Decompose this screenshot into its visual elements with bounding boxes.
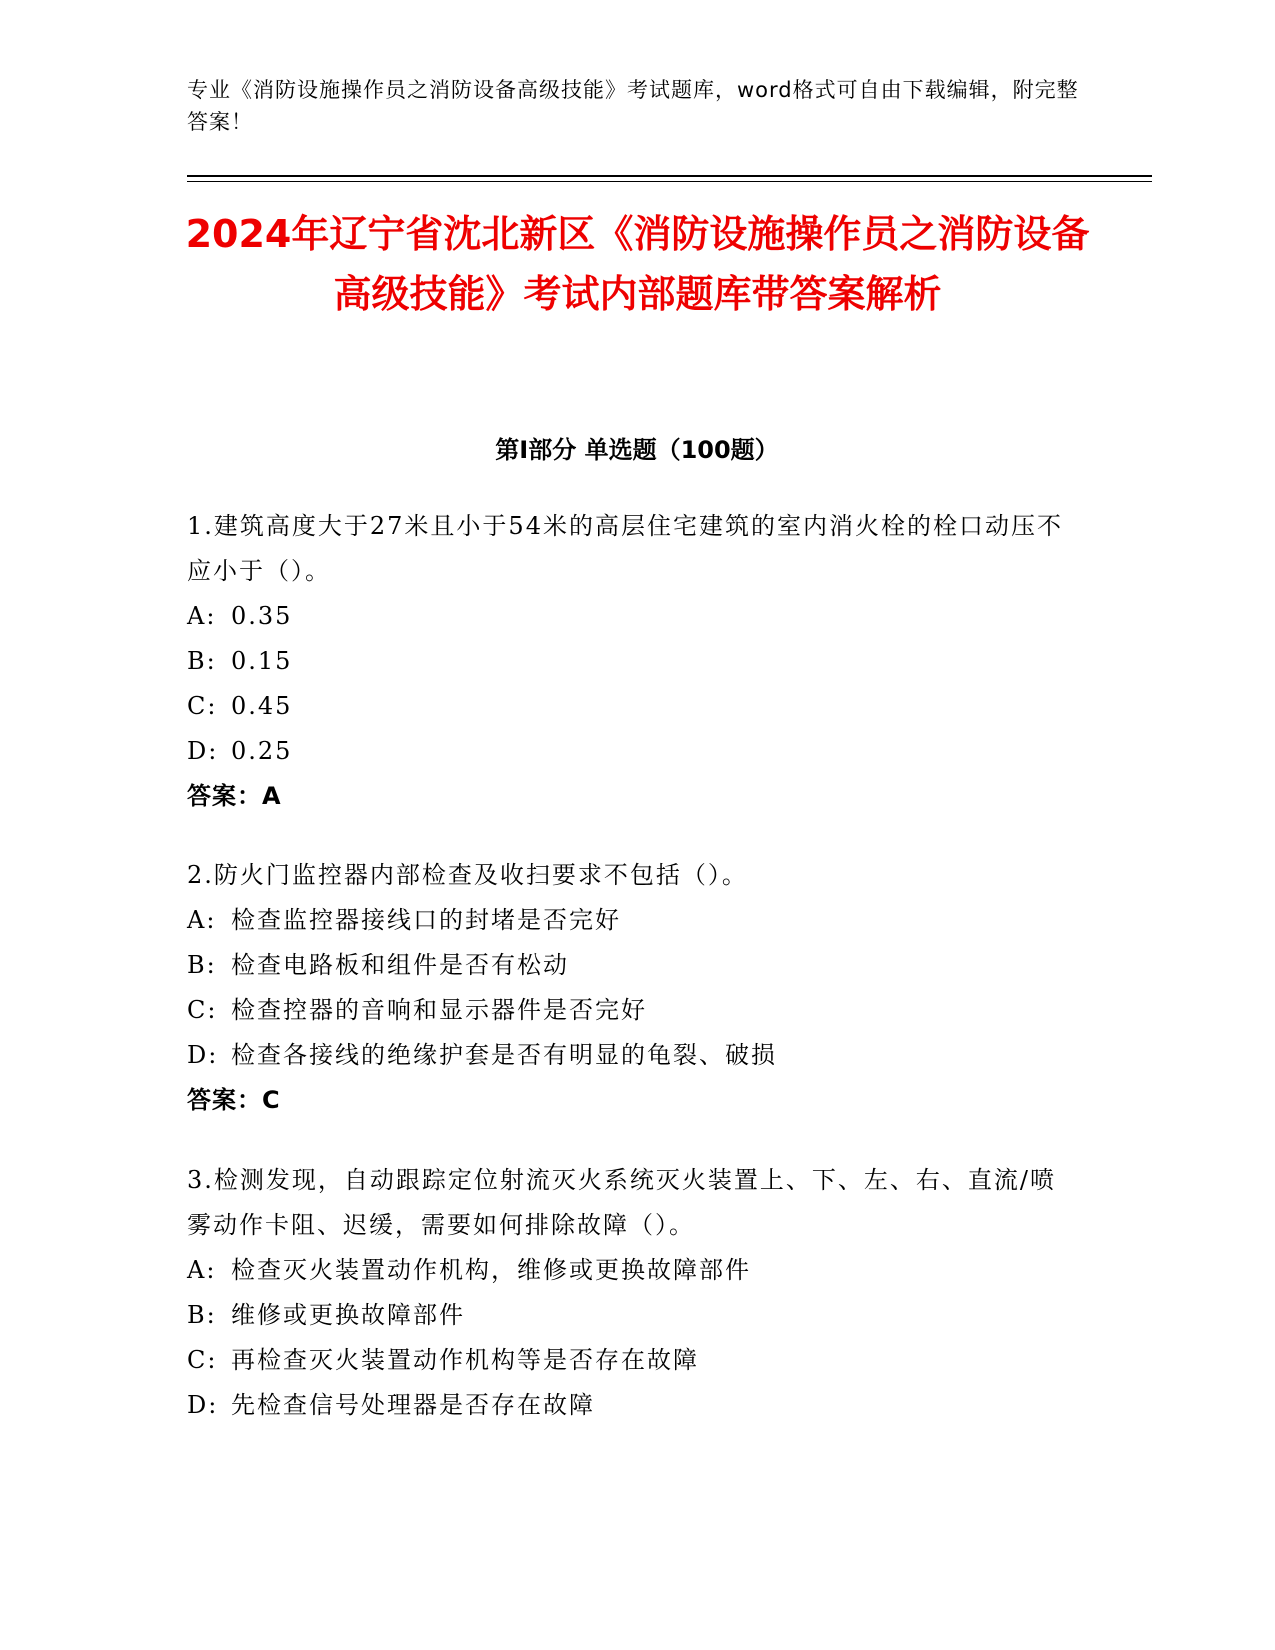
option-d bbox=[187, 1383, 1067, 1428]
question-stem: 1.建筑高度大于27米且小于54米的高层住宅建筑的室内消火栓的栓口动压不应小于（）。 bbox=[187, 512, 1063, 585]
option-c bbox=[187, 1338, 1067, 1383]
answer-value: A bbox=[262, 782, 282, 810]
option-text: 检查监控器接线口的封堵是否完好 bbox=[231, 906, 621, 934]
question-3 bbox=[187, 1158, 1067, 1428]
option-label: C: bbox=[187, 692, 218, 720]
header-rule-thin bbox=[187, 181, 1152, 182]
option-label: B: bbox=[187, 1301, 217, 1329]
option-text: 检查各接线的绝缘护套是否有明显的龟裂、破损 bbox=[231, 1041, 777, 1069]
option-text: 0.35 bbox=[231, 602, 293, 630]
header-note: 专业《消防设施操作员之消防设备高级技能》考试题库，word格式可自由下载编辑，附完整答案！ bbox=[187, 78, 1079, 134]
option-text: 检查电路板和组件是否有松动 bbox=[231, 951, 569, 979]
option-label: B: bbox=[187, 951, 217, 979]
section-title: 第I部分 单选题（100题） bbox=[495, 436, 779, 464]
option-d bbox=[187, 729, 1067, 774]
option-a bbox=[187, 898, 1067, 943]
question-stem: 2.防火门监控器内部检查及收扫要求不包括（）。 bbox=[187, 861, 748, 889]
question-stem: 3.检测发现，自动跟踪定位射流灭火系统灭火装置上、下、左、右、直流/喷雾动作卡阻、迟缓，需要如何排除故障（）。 bbox=[187, 1166, 1056, 1239]
option-text: 维修或更换故障部件 bbox=[231, 1301, 465, 1329]
option-label: A: bbox=[187, 1256, 217, 1284]
option-text: 检查控器的音响和显示器件是否完好 bbox=[231, 996, 647, 1024]
option-d bbox=[187, 1033, 1067, 1078]
answer-prefix: 答案： bbox=[187, 782, 262, 810]
option-c bbox=[187, 684, 1067, 729]
option-label: D: bbox=[187, 1041, 219, 1069]
option-a bbox=[187, 1248, 1067, 1293]
option-text: 0.25 bbox=[231, 737, 293, 765]
option-label: A: bbox=[187, 602, 217, 630]
document-title: 2024年辽宁省沈北新区《消防设施操作员之消防设备高级技能》考试内部题库带答案解析 bbox=[185, 212, 1090, 316]
option-text: 先检查信号处理器是否存在故障 bbox=[231, 1391, 595, 1419]
answer-line bbox=[187, 774, 1067, 819]
option-label: D: bbox=[187, 1391, 219, 1419]
option-label: B: bbox=[187, 647, 217, 675]
option-text: 检查灭火装置动作机构，维修或更换故障部件 bbox=[231, 1256, 751, 1284]
answer-line bbox=[187, 1078, 1067, 1123]
option-label: A: bbox=[187, 906, 217, 934]
answer-value: C bbox=[262, 1086, 281, 1114]
option-label: C: bbox=[187, 996, 218, 1024]
answer-prefix: 答案： bbox=[187, 1086, 262, 1114]
option-b bbox=[187, 1293, 1067, 1338]
option-text: 0.45 bbox=[231, 692, 293, 720]
question-1 bbox=[187, 504, 1067, 819]
option-a bbox=[187, 594, 1067, 639]
option-c bbox=[187, 988, 1067, 1033]
option-label: C: bbox=[187, 1346, 218, 1374]
option-text: 再检查灭火装置动作机构等是否存在故障 bbox=[231, 1346, 699, 1374]
header-rule-thick bbox=[187, 175, 1152, 177]
option-text: 0.15 bbox=[231, 647, 293, 675]
option-b bbox=[187, 639, 1067, 684]
option-b bbox=[187, 943, 1067, 988]
option-label: D: bbox=[187, 737, 219, 765]
question-2 bbox=[187, 853, 1067, 1123]
